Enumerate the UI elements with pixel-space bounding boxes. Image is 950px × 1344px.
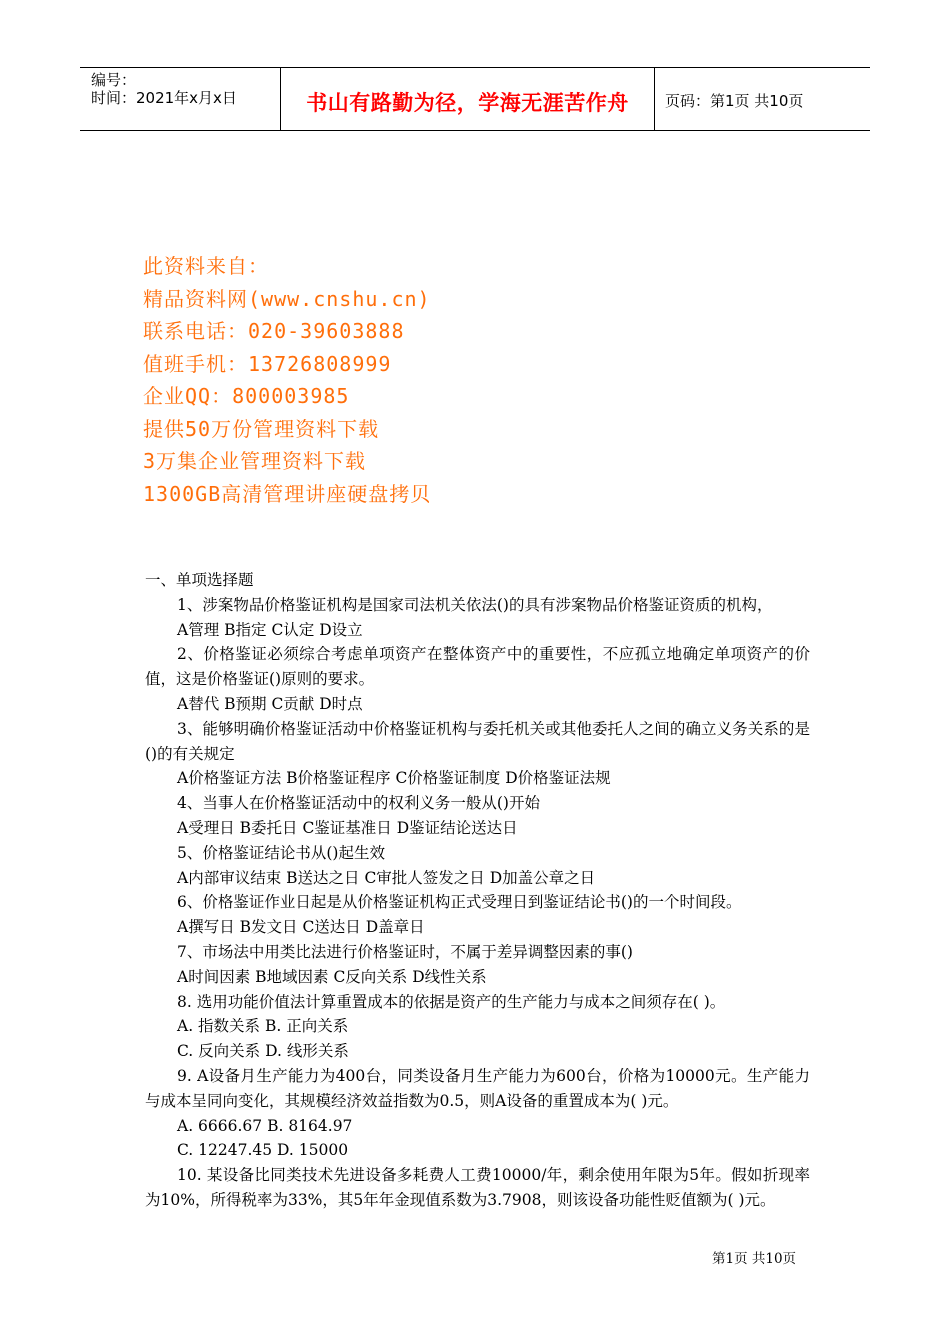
answer-options: A时间因素 B地域因素 C反向关系 D线性关系 <box>177 967 487 986</box>
promo-block <box>143 250 431 510</box>
page-header <box>80 67 870 131</box>
promo-line: 精品资料网(www.cnshu.cn) <box>143 286 431 311</box>
header-left-cell <box>80 68 281 130</box>
promo-line: 提供50万份管理资料下载 <box>143 416 380 441</box>
question-list <box>145 593 810 1213</box>
section-title: 一、单项选择题 <box>145 571 254 589</box>
answer-options: A. 指数关系 B. 正向关系 <box>177 1017 349 1036</box>
answer-options: A内部审议结束 B送达之日 C审批人签发之日 D加盖公章之日 <box>177 868 596 887</box>
question-text: 2、价格鉴证必须综合考虑单项资产在整体资产中的重要性，不应孤立地确定单项资产的价值，这是价格鉴证()原则的要求。 <box>145 645 810 689</box>
question-text: 9. A设备月生产能力为400台，同类设备月生产能力为600台，价格为10000元。生产能力与成本呈同向变化，其规模经济效益指数为0.5，则A设备的重置成本为( )元。 <box>145 1066 810 1110</box>
answer-options: C. 12247.45 D. 15000 <box>177 1141 349 1160</box>
promo-line: 3万集企业管理资料下载 <box>143 449 367 473</box>
question-text: 8. 选用功能价值法计算重置成本的依据是资产的生产能力与成本之间须存在( )。 <box>177 992 726 1011</box>
question-text: 4、当事人在价格鉴证活动中的权利义务一般从()开始 <box>177 794 540 813</box>
answer-options: A. 6666.67 B. 8164.97 <box>177 1116 353 1135</box>
header-right-cell <box>655 68 870 130</box>
question-text: 3、能够明确价格鉴证活动中价格鉴证机构与委托机关或其他委托人之间的确立义务关系的是()的有关规定 <box>145 719 810 763</box>
promo-line: 联系电话：020-39603888 <box>143 319 405 343</box>
answer-options: A受理日 B委托日 C鉴证基准日 D鉴证结论送达日 <box>177 818 518 837</box>
promo-line: 1300GB高清管理讲座硬盘拷贝 <box>143 481 432 506</box>
header-motto-cell <box>281 68 655 130</box>
question-text: 7、市场法中用类比法进行价格鉴证时，不属于差异调整因素的事() <box>177 942 633 961</box>
header-motto: 书山有路勤为径，学海无涯苦作舟 <box>306 91 629 115</box>
question-text: 6、价格鉴证作业日起是从价格鉴证机构正式受理日到鉴证结论书()的一个时间段。 <box>177 893 742 912</box>
question-text: 5、价格鉴证结论书从()起生效 <box>177 843 385 862</box>
question-text: 10. 某设备比同类技术先进设备多耗费人工费10000/年，剩余使用年限为5年。假如折现率为10%，所得税率为33%，其5年年金现值系数为3.7908，则该设备功能性贬值额为( )元。 <box>145 1166 810 1209</box>
promo-line: 值班手机：13726808999 <box>143 351 392 376</box>
promo-line: 企业QQ：800003985 <box>143 384 350 408</box>
answer-options: A管理 B指定 C认定 D设立 <box>177 620 363 639</box>
answer-options: A替代 B预期 C贡献 D时点 <box>177 694 363 713</box>
header-page-info: 页码：第1页 共10页 <box>665 92 804 110</box>
page-footer: 第1页 共10页 <box>712 1251 797 1267</box>
question-text: 1、涉案物品价格鉴证机构是国家司法机关依法()的具有涉案物品价格鉴证资质的机构， <box>177 595 773 614</box>
answer-options: A撰写日 B发文日 C送达日 D盖章日 <box>177 918 425 937</box>
time-label: 时间：2021年x月x日 <box>91 89 237 107</box>
answer-options: C. 反向关系 D. 线形关系 <box>177 1042 349 1061</box>
answer-options: A价格鉴证方法 B价格鉴证程序 C价格鉴证制度 D价格鉴证法规 <box>177 769 611 788</box>
code-label: 编号： <box>91 71 137 89</box>
promo-line: 此资料来自： <box>143 254 269 278</box>
document-body <box>145 568 810 1213</box>
